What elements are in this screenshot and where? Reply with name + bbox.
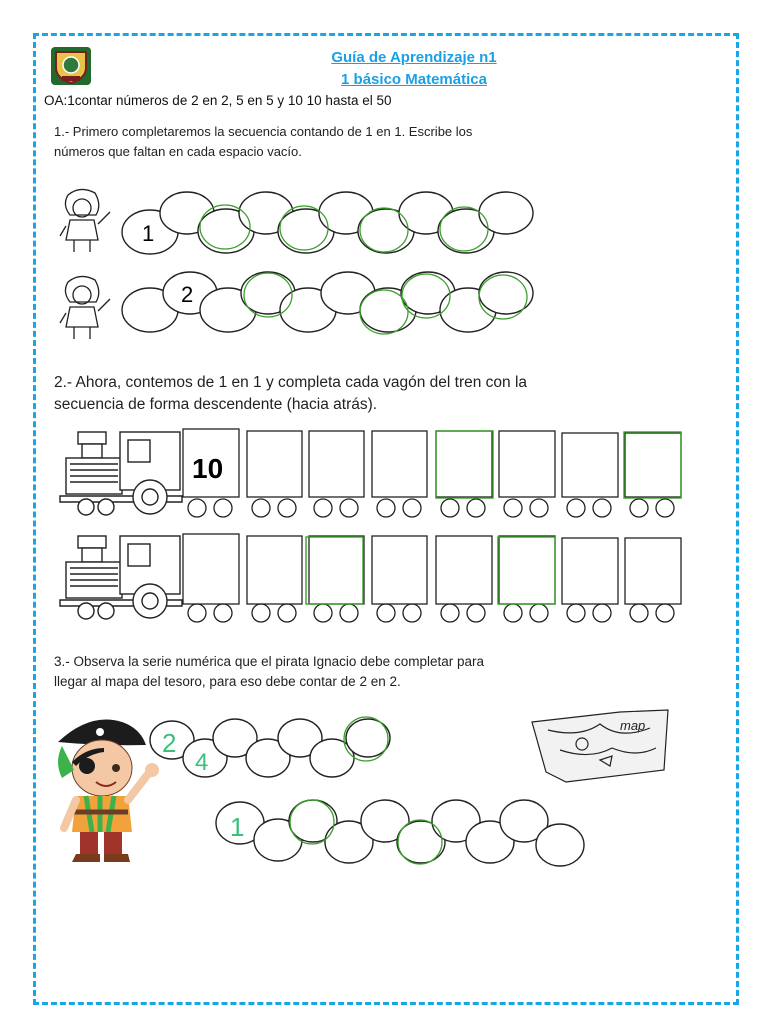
instruction-2-line-1: 2.- Ahora, contemos de 1 en 1 y completa cada vagón del tren con la [54,374,528,391]
pirate-row-1-first-number: 2 [162,728,177,758]
map-label: map [620,718,646,733]
instruction-3-line-2: llegar al mapa del tesoro, para eso debe contar de 2 en 2. [54,674,401,689]
instruction-1-line-2: números que faltan en cada espacio vacío. [54,144,302,159]
worksheet-subtitle: 1 básico Matemática [341,71,487,88]
first-wagon-number: 10 [192,453,224,484]
worksheet-title: Guía de Aprendizaje n1 [331,49,497,66]
counting-circles-pirate-row-1 [150,719,390,777]
pirate-row-2-first-number: 1 [230,812,245,842]
pirate-row-1-second-number: 4 [195,749,209,776]
child-figure-icon [60,276,110,339]
train-wagons-row-2 [183,534,681,622]
instruction-2-line-2: secuencia de forma descendente (hacia atrás). [54,396,378,413]
locomotive-icon [60,432,182,515]
locomotive-icon [60,536,182,619]
instruction-3-line-1: 3.- Observa la serie numérica que el pirata Ignacio debe completar para [54,654,484,669]
learning-objective: OA:1contar números de 2 en 2, 5 en 5 y 10 10 hasta el 50 [44,93,392,108]
instruction-1-line-1: 1.- Primero completaremos la secuencia contando de 1 en 1. Escribe los [54,124,473,139]
train-wagons-row-1 [183,429,681,517]
sequence-start-2: 2 [181,282,194,307]
sequence-start-1: 1 [142,221,155,246]
pirate-character-icon [58,720,159,863]
child-figure-icon [60,189,110,252]
treasure-map-icon [532,710,668,782]
